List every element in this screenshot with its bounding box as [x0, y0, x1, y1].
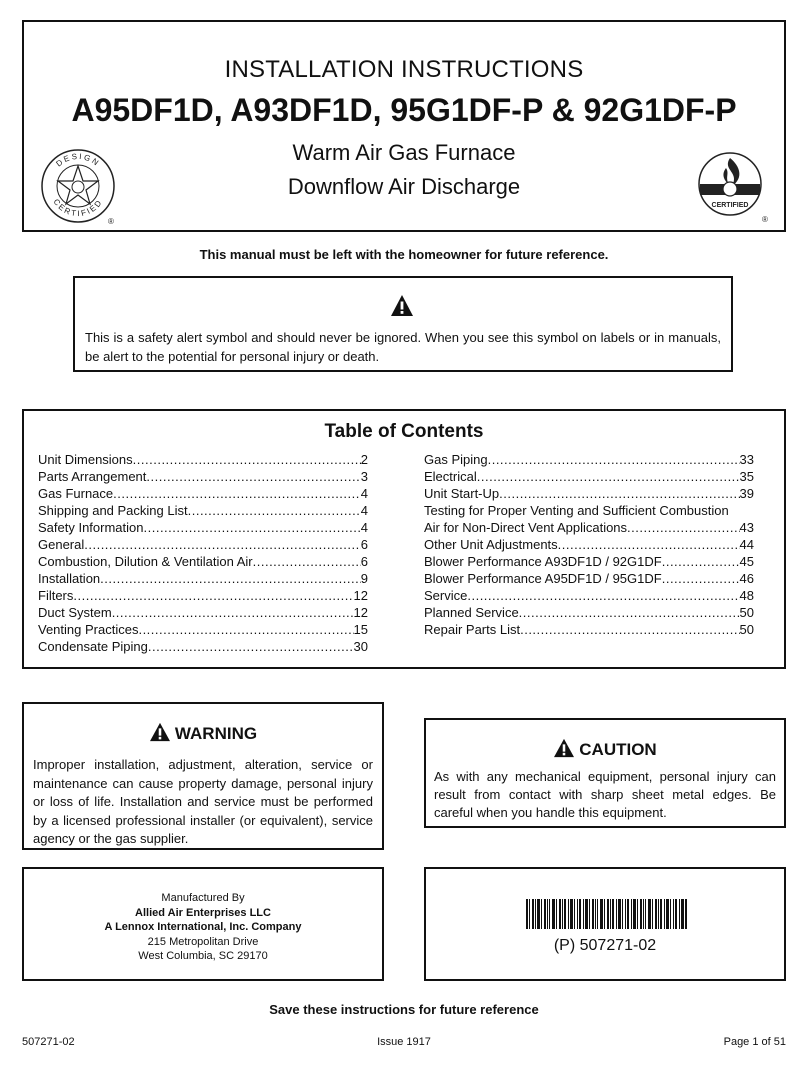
seal-left-bottom-text: CERTIFIED — [51, 197, 105, 219]
homeowner-notice: This manual must be left with the homeowner for future reference. — [199, 247, 609, 262]
footer-page-number: Page 1 of 51 — [723, 1036, 786, 1048]
warning-alert-icon — [149, 722, 171, 742]
city-state-zip: West Columbia, SC 29170 — [138, 950, 268, 962]
toc-entry: General ..... 6 — [38, 536, 368, 553]
toc-entry: Safety Information ..... 4 — [38, 519, 368, 536]
toc-entry: Venting Practices ..... 15 — [38, 621, 368, 638]
toc-entry: Gas Piping ..... 33 — [424, 451, 754, 468]
warning-heading — [24, 722, 382, 744]
toc-entry: Other Unit Adjustments ..... 44 — [424, 536, 754, 553]
caution-box — [424, 718, 786, 828]
seal-right-text: CERTIFIED — [711, 202, 749, 209]
toc-entry: Testing for Proper Venting and Sufficient Combustion — [424, 503, 729, 518]
table-of-contents — [22, 409, 786, 669]
toc-title: Table of Contents — [324, 421, 484, 442]
caution-text: As with any mechanical equipment, personal injury can result from contact with sharp sheet metal edges. Be careful when you handle this equipment. — [434, 769, 776, 820]
toc-entry: Blower Performance A95DF1D / 95G1DF ..... 46 — [424, 570, 754, 587]
warning-heading-text: WARNING — [174, 724, 258, 743]
product-subtitle: Downflow Air Discharge — [287, 174, 521, 199]
svg-text:CERTIFIED — [52, 197, 105, 218]
toc-entry: Duct System ..... 12 — [38, 604, 368, 621]
flame-certified-seal-icon — [692, 146, 772, 226]
safety-alert-box — [73, 276, 733, 372]
caution-heading-text: CAUTION — [579, 740, 657, 759]
design-certified-seal-icon — [38, 146, 118, 226]
toc-entry: Filters ..... 12 — [38, 587, 368, 604]
toc-entry: Blower Performance A93DF1D / 92G1DF ..... 45 — [424, 553, 754, 570]
toc-entry: Parts Arrangement ..... 3 — [38, 468, 368, 485]
registered-mark: ® — [762, 215, 768, 224]
manufacturer-box — [22, 867, 384, 981]
parent-company: A Lennox International, Inc. Company — [104, 921, 302, 933]
toc-entry: Unit Dimensions ..... 2 — [38, 451, 368, 468]
safety-alert-text: This is a safety alert symbol and should never be ignored. When you see this symbol on labels or in manuals, be alert to the potential for personal injury or death. — [85, 330, 721, 364]
save-instructions-note: Save these instructions for future reference — [269, 1002, 539, 1017]
manufactured-by-label: Manufactured By — [161, 892, 245, 904]
title-block — [22, 20, 786, 232]
seal-left-top-text: DESIGN — [54, 151, 102, 169]
warning-text: Improper installation, adjustment, alteration, service or maintenance can cause property damage, personal injury or loss of life. Installation and service must be performed by a licensed professional installer (or equivalent), service agency or the gas supplier. — [33, 757, 373, 846]
toc-entry: Unit Start-Up ..... 39 — [424, 485, 754, 502]
part-number-box — [424, 867, 786, 981]
caution-heading — [426, 738, 784, 760]
model-numbers-heading: A95DF1D, A93DF1D, 95G1DF-P & 92G1DF-P — [71, 92, 737, 128]
registered-mark: ® — [108, 217, 114, 226]
toc-left-column — [38, 451, 368, 655]
toc-entry: Air for Non-Direct Vent Applications ..... 43 — [424, 519, 754, 536]
footer-doc-number: 507271-02 — [22, 1036, 75, 1048]
safety-alert-icon — [390, 294, 414, 318]
toc-right-column — [424, 451, 754, 638]
part-number: (P) 507271-02 — [553, 937, 657, 954]
warning-box — [22, 702, 384, 850]
toc-entry: Condensate Piping ..... 30 — [38, 638, 368, 655]
toc-entry: Shipping and Packing List ..... 4 — [38, 502, 368, 519]
manufacturer-name: Allied Air Enterprises LLC — [135, 906, 271, 919]
toc-entry: Electrical ..... 35 — [424, 468, 754, 485]
toc-entry: Installation ..... 9 — [38, 570, 368, 587]
caution-alert-icon — [553, 738, 575, 758]
doc-type-heading: INSTALLATION INSTRUCTIONS — [224, 56, 584, 83]
barcode-icon — [526, 899, 688, 929]
product-description: Warm Air Gas Furnace — [292, 140, 516, 165]
toc-entry: Planned Service ..... 50 — [424, 604, 754, 621]
toc-entry: Service ..... 48 — [424, 587, 754, 604]
toc-entry: Repair Parts List ..... 50 — [424, 621, 754, 638]
toc-entry: Gas Furnace ..... 4 — [38, 485, 368, 502]
footer-issue: Issue 1917 — [377, 1036, 431, 1048]
street-address: 215 Metropolitan Drive — [147, 935, 259, 948]
toc-entry: Combustion, Dilution & Ventilation Air ..... 6 — [38, 553, 368, 570]
